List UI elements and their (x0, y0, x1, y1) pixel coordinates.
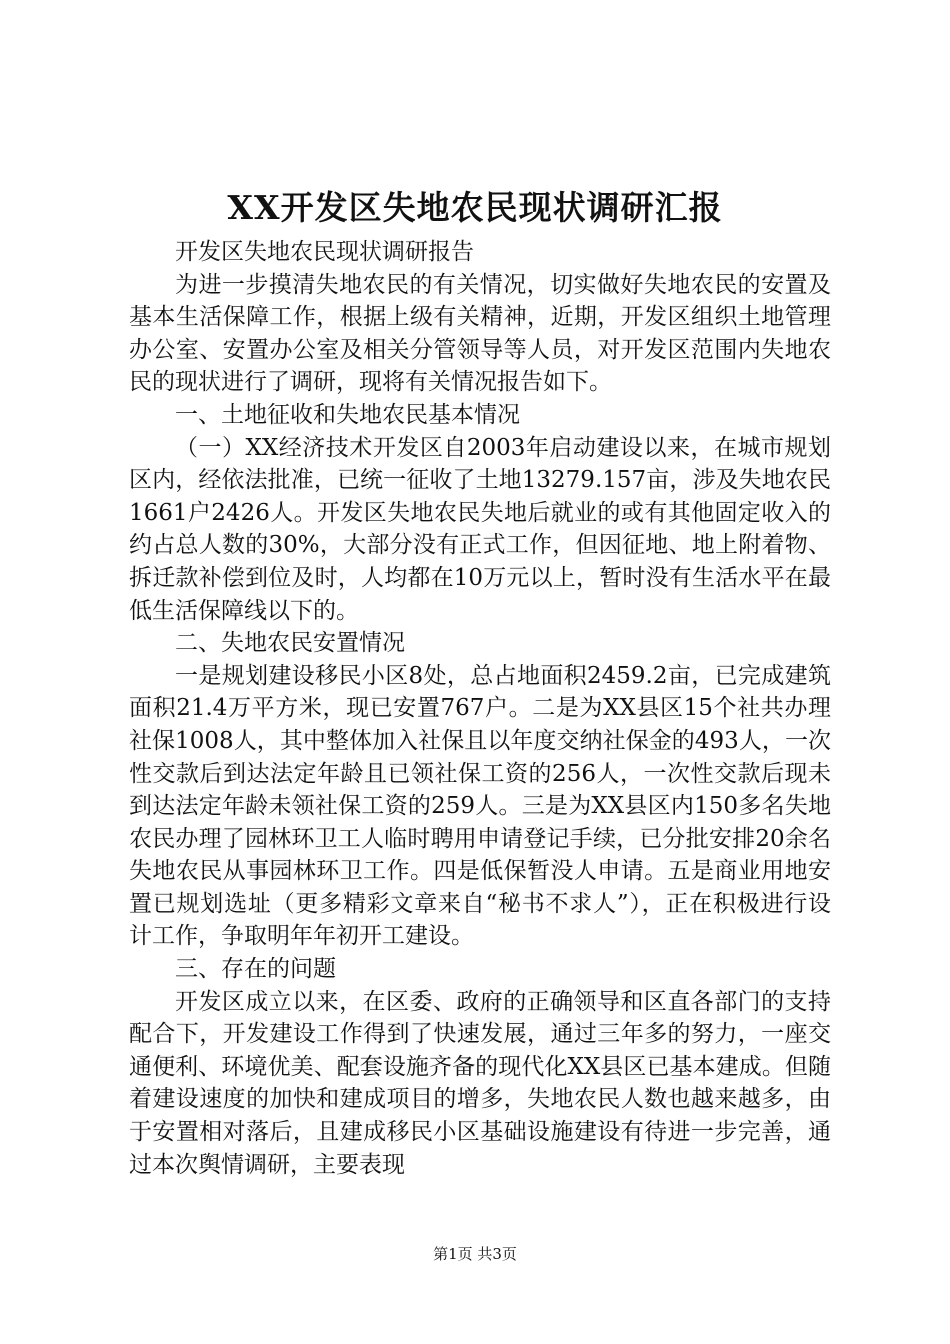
section-heading-1: 一、土地征收和失地农民基本情况 (175, 401, 520, 428)
section-3-paragraph: 开发区成立以来，在区委、政府的正确领导和区直各部门的支持配合下，开发建设工作得到了快速发展，通过三年多的努力，一座交通便利、环境优美、配套设施齐备的现代化XX县区已基本建成。但随着建设速度的加快和建成项目的增多，失地农民人数也越来越多，由于安置相对落后，且建成移民小区基础设施建设有待进一步完善，通过本次舆情调研，主要表现 (129, 988, 831, 1178)
report-subtitle: 开发区失地农民现状调研报告 (175, 239, 474, 265)
section-heading-3: 三、存在的问题 (175, 956, 336, 983)
document-title: XX开发区失地农民现状调研汇报 (227, 188, 723, 227)
section-heading-2: 二、失地农民安置情况 (175, 630, 405, 657)
page-footer: 第1页 共3页 (433, 1245, 517, 1263)
section-1-paragraph: （一）XX经济技术开发区自2003年启动建设以来，在城市规划区内，经依法批准，已统一征收了土地13279.157亩，涉及失地农民1661户2426人。开发区失地农民失地后就业的或有其他固定收入的约占总人数的30%，大部分没有正式工作，但因征地、地上附着物、拆迁款补偿到位及时，人均都在10万元以上，暂时没有生活水平在最低生活保障线以下的。 (129, 434, 831, 624)
document-body (129, 236, 831, 1181)
intro-paragraph: 为进一步摸清失地农民的有关情况，切实做好失地农民的安置及基本生活保障工作，根据上级有关精神，近期，开发区组织土地管理办公室、安置办公室及相关分管领导等人员，对开发区范围内失地农民的现状进行了调研，现将有关情况报告如下。 (129, 271, 831, 396)
section-2-paragraph: 一是规划建设移民小区8处，总占地面积2459.2亩，已完成建筑面积21.4万平方米，现已安置767户。二是为XX县区15个社共办理社保1008人，其中整体加入社保且以年度交纳社保金的493人，一次性交款后到达法定年龄且已领社保工资的256人，一次性交款后现未到达法定年龄未领社保工资的259人。三是为XX县区内150多名失地农民办理了园林环卫工人临时聘用申请登记手续，已分批安排20余名失地农民从事园林环卫工作。四是低保暂没人申请。五是商业用地安置已规划选址（更多精彩文章来自“秘书不求人”），正在积极进行设计工作，争取明年年初开工建设。 (129, 662, 831, 950)
